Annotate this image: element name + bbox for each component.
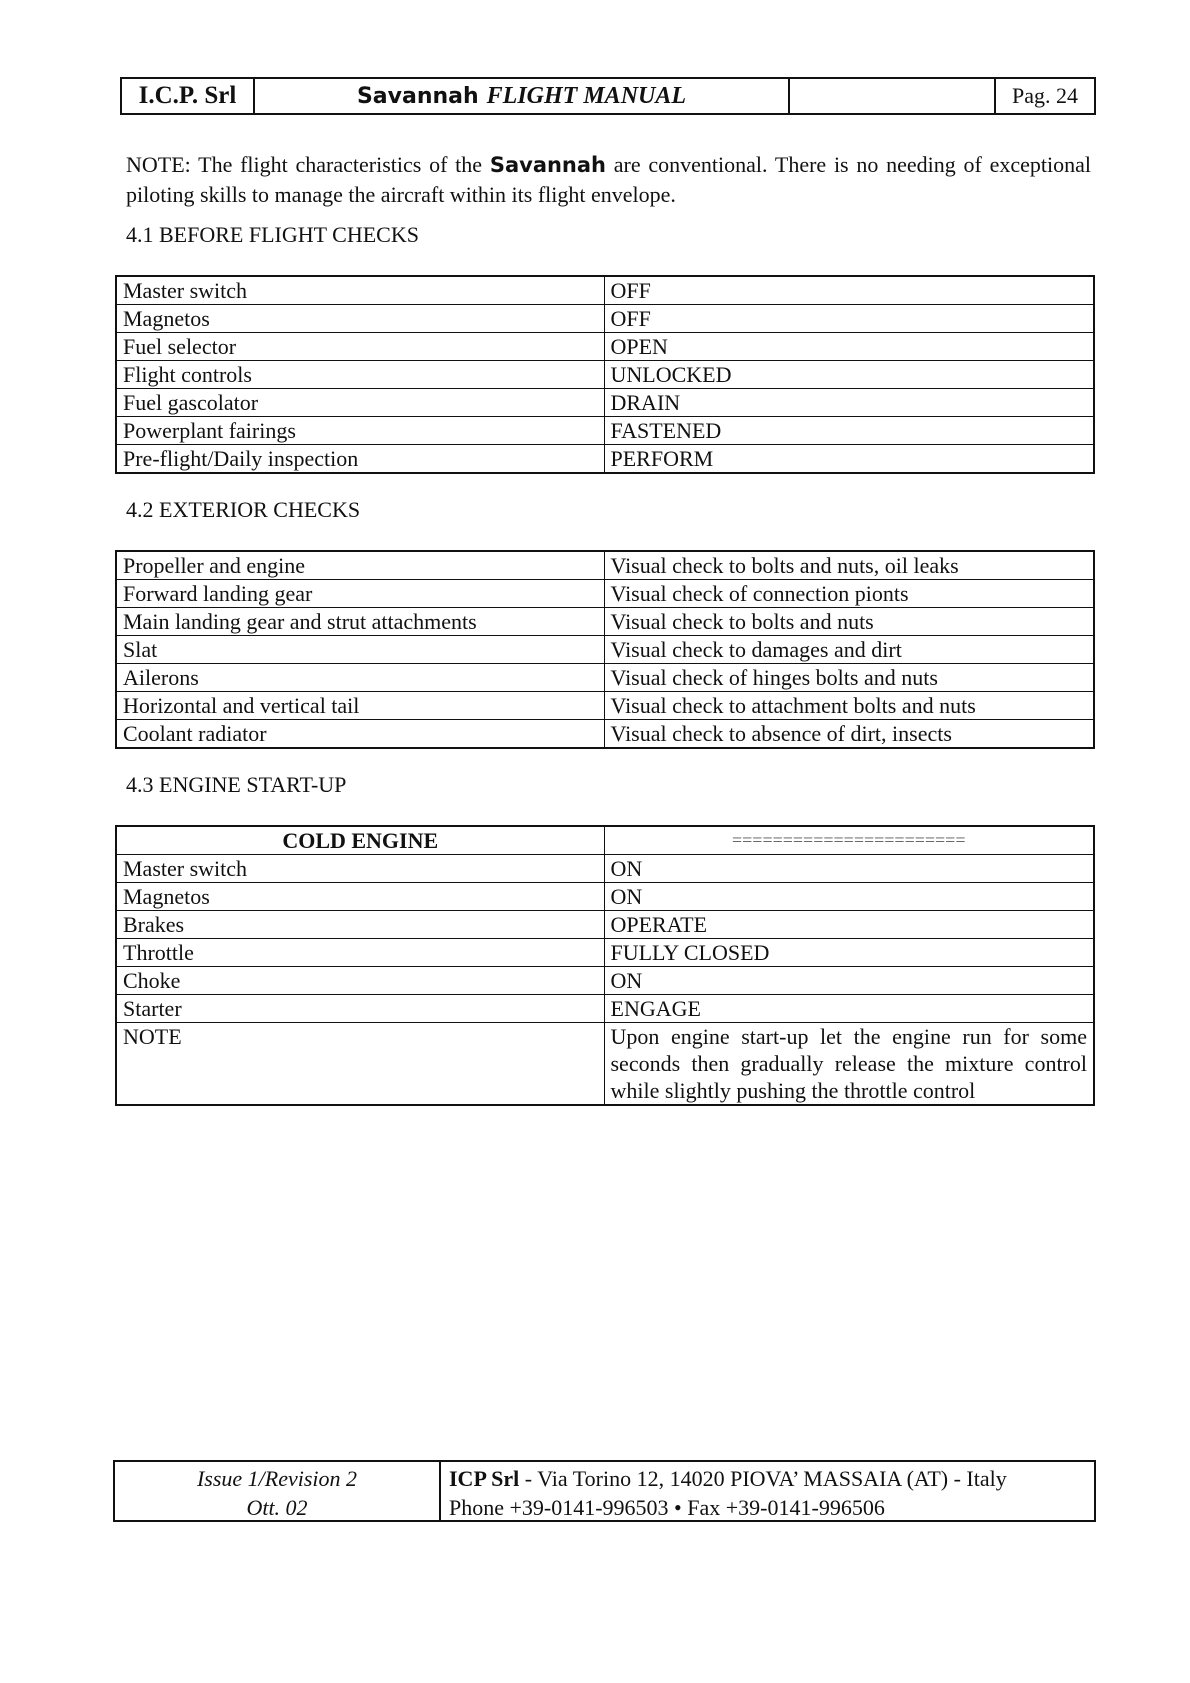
item-cell: Forward landing gear	[116, 580, 604, 608]
table-row	[116, 995, 1094, 1023]
header-page-number: Pag. 24	[1012, 83, 1078, 108]
action-cell: Visual check of connection pionts	[604, 580, 1094, 608]
action-cell: DRAIN	[604, 389, 1094, 417]
item-cell: Propeller and engine	[116, 551, 604, 580]
footer-issue-revision: Issue 1/Revision 2	[196, 1466, 358, 1491]
item-cell: Magnetos	[116, 305, 604, 333]
action-cell: Visual check to bolts and nuts	[604, 608, 1094, 636]
item-cell: Master switch	[116, 276, 604, 305]
item-cell: Master switch	[116, 855, 604, 883]
table-header-row	[116, 826, 1094, 855]
header-blank-cell	[790, 79, 996, 113]
footer-date: Ott. 02	[246, 1495, 308, 1520]
item-cell: Powerplant fairings	[116, 417, 604, 445]
item-cell: Coolant radiator	[116, 720, 604, 749]
table-row	[116, 551, 1094, 580]
note-suffix: are conventional. There is no needing of exceptional piloting skills to manage the aircraft within its flight envelope.	[126, 152, 1092, 207]
table-row	[116, 445, 1094, 474]
table-row	[116, 580, 1094, 608]
engine-start-table	[115, 825, 1095, 1106]
note-prefix: NOTE: The flight characteristics of the	[126, 152, 483, 177]
action-cell: UNLOCKED	[604, 361, 1094, 389]
action-cell: ON	[604, 855, 1094, 883]
header-company: I.C.P. Srl	[122, 79, 255, 113]
table-row	[116, 939, 1094, 967]
table-row	[116, 664, 1094, 692]
item-cell: Starter	[116, 995, 604, 1023]
note-brand: Savannah	[489, 153, 607, 177]
action-cell: Upon engine start-up let the engine run for some seconds then gradually release the mixture control while slightly pushing the throttle control	[604, 1023, 1094, 1106]
table-row	[116, 361, 1094, 389]
table-row	[116, 276, 1094, 305]
action-cell: OPERATE	[604, 911, 1094, 939]
section-title-exterior: 4.2 EXTERIOR CHECKS	[126, 497, 361, 522]
footer-contact	[441, 1462, 1094, 1520]
table-row	[116, 636, 1094, 664]
header-title	[255, 79, 790, 113]
action-cell: Visual check to attachment bolts and nuts	[604, 692, 1094, 720]
item-cell: Slat	[116, 636, 604, 664]
item-cell: Ailerons	[116, 664, 604, 692]
table-row	[116, 333, 1094, 361]
header-brand: Savannah	[356, 83, 479, 109]
table-row	[116, 720, 1094, 749]
table-row	[116, 692, 1094, 720]
action-cell: Visual check to damages and dirt	[604, 636, 1094, 664]
action-cell: ENGAGE	[604, 995, 1094, 1023]
table-row	[116, 855, 1094, 883]
table-row	[116, 389, 1094, 417]
item-cell: Brakes	[116, 911, 604, 939]
item-cell: Main landing gear and strut attachments	[116, 608, 604, 636]
intro-note	[126, 150, 1091, 210]
item-cell: Flight controls	[116, 361, 604, 389]
table-row	[116, 911, 1094, 939]
table-row	[116, 883, 1094, 911]
action-cell: PERFORM	[604, 445, 1094, 474]
before-flight-table	[115, 275, 1095, 474]
action-cell: Visual check to bolts and nuts, oil leaks	[604, 551, 1094, 580]
footer-address: - Via Torino 12, 14020 PIOVA’ MASSAIA (AT) - Italy	[524, 1466, 1007, 1491]
action-cell: FASTENED	[604, 417, 1094, 445]
footer-phone-fax: Phone +39-0141-996503 • Fax +39-0141-996506	[449, 1495, 885, 1520]
table-row	[116, 417, 1094, 445]
item-cell: Fuel gascolator	[116, 389, 604, 417]
table-row	[116, 967, 1094, 995]
section-title-engine-start: 4.3 ENGINE START-UP	[126, 772, 347, 797]
action-cell: OFF	[604, 305, 1094, 333]
table-row	[116, 1023, 1094, 1106]
item-cell: Throttle	[116, 939, 604, 967]
item-cell: Horizontal and vertical tail	[116, 692, 604, 720]
footer-company: ICP Srl	[449, 1466, 520, 1491]
item-cell: Pre-flight/Daily inspection	[116, 445, 604, 474]
header-manual-title: FLIGHT MANUAL	[486, 82, 687, 109]
exterior-table	[115, 550, 1095, 749]
item-cell: NOTE	[116, 1023, 604, 1106]
action-cell: ON	[604, 883, 1094, 911]
table-row	[116, 305, 1094, 333]
section-title-before-flight: 4.1 BEFORE FLIGHT CHECKS	[126, 222, 419, 247]
item-cell: Choke	[116, 967, 604, 995]
action-cell: FULLY CLOSED	[604, 939, 1094, 967]
action-cell: ON	[604, 967, 1094, 995]
action-cell: OPEN	[604, 333, 1094, 361]
table-row	[116, 608, 1094, 636]
cold-engine-header: COLD ENGINE	[116, 826, 604, 855]
action-cell: Visual check of hinges bolts and nuts	[604, 664, 1094, 692]
footer-issue	[115, 1462, 441, 1520]
page-footer	[113, 1460, 1096, 1522]
item-cell: Magnetos	[116, 883, 604, 911]
page-header	[120, 77, 1096, 115]
item-cell: Fuel selector	[116, 333, 604, 361]
action-cell: OFF	[604, 276, 1094, 305]
action-cell: Visual check to absence of dirt, insects	[604, 720, 1094, 749]
header-separator: =======================	[604, 826, 1094, 855]
